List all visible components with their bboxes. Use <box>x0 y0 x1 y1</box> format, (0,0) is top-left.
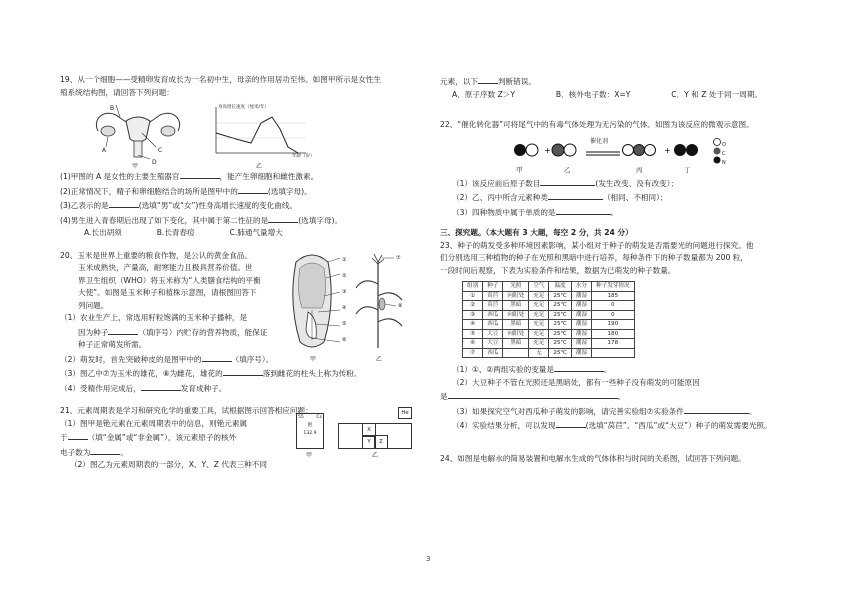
q23-sub1: （1）①、②两组实验的变量是 。 <box>440 362 812 377</box>
q23-sub4: （4）实验结果分析，可以发现 (选填“莴苣”、“西瓜”或“大豆”）种子的萌发需要光照。 <box>440 418 812 433</box>
table-cell: ⑥ <box>463 339 483 349</box>
table-cell: ③ <box>463 310 483 320</box>
table-cell <box>592 348 635 358</box>
table-cell: 充足 <box>529 339 549 349</box>
table-cell: 25℃ <box>549 310 571 320</box>
q19-sub1: (1)甲图的 A 是女性的主要生殖器官 ，能产生卵细胞和雌性激素。 <box>60 169 412 184</box>
q19-options <box>60 227 412 240</box>
table-cell: 黑暗 <box>503 320 529 330</box>
table-cell: 充足 <box>529 329 549 339</box>
fig-letter-a: A <box>102 147 107 154</box>
table-row <box>463 310 635 320</box>
question-19 <box>60 74 412 240</box>
legend-nitrogen: N <box>722 159 726 166</box>
question-20 <box>60 250 412 396</box>
fig-letter-d: D <box>152 159 157 166</box>
cell-y: Y <box>362 435 376 449</box>
table-cell: 25℃ <box>549 348 571 358</box>
q22-answer-2[interactable] <box>548 190 603 200</box>
q19-stem: 19、从一个细胞——受精卵发育成长为一名初中生，母亲的作用居功至伟。如图甲所示是女性生 <box>60 75 382 84</box>
q20-answer-4[interactable] <box>141 381 181 391</box>
fig-caption-yi: 乙 <box>256 163 263 170</box>
q20-sub2: （2）萌发时，首先突破种皮的是图甲中的 （填序号）。 <box>60 352 412 367</box>
table-cell: 180 <box>592 329 635 339</box>
table-cell: ① <box>463 291 483 301</box>
cell-z: Z <box>374 435 388 449</box>
table-header: 组别 <box>463 282 483 292</box>
q19-sub2: (2)正常情况下，精子和卵细胞结合的场所是图甲中的 (选填字母)。 <box>60 184 412 199</box>
table-cell: 充足 <box>529 301 549 311</box>
cell-symbol: Cs <box>316 415 322 420</box>
q22-sub1: （1）该反应前后原子数目 (发生改变、没有改变）； <box>440 176 812 191</box>
q21-caption-jia: 甲 <box>306 452 313 459</box>
table-header-row <box>463 282 635 292</box>
q21-sub1d: 电子数为 。 <box>60 445 412 460</box>
seed-label-5: ⑤ <box>342 320 347 327</box>
q23-line-1: 23、种子的萌发受多种环境因素影响，某小组对于种子的萌发是否需要光的问题进行探究。他 <box>440 240 754 250</box>
q21-sub2: （2）图乙为元素周期表的一部分，X、Y、Z 代表三种不同 <box>70 460 267 469</box>
q19-sub3: (3)乙表示的是 (选填“男”或“女”)性身高增长速度的变化曲线。 <box>60 198 412 213</box>
q19-option-a: A.长出胡须 <box>84 228 122 237</box>
q21-answer-3[interactable] <box>478 74 498 84</box>
q20-line-2: 玉米成熟快，产量高，耐寒能力且极具营养价值。世 <box>78 263 253 272</box>
cell-atomic-number: 55 <box>298 415 304 420</box>
table-cell: 0 <box>592 301 635 311</box>
table-cell: 潮湿 <box>571 301 591 311</box>
q20-answer-1[interactable] <box>108 325 138 335</box>
q19-option-b: B.长青春痘 <box>156 228 195 237</box>
table-row <box>463 320 635 330</box>
substance-ding: 丁 <box>684 165 691 174</box>
table-row <box>463 348 635 358</box>
q21-continuation: 元素，以下 判断错误。 <box>440 74 812 89</box>
table-cell: 大豆 <box>483 339 503 349</box>
table-row <box>463 329 635 339</box>
seed-label-3: ③ <box>342 288 347 295</box>
table-cell: 莴苣 <box>483 291 503 301</box>
q19-answer-2[interactable] <box>238 184 268 194</box>
q21-caption-yi: 乙 <box>372 452 379 459</box>
table-cell: 25℃ <box>549 301 571 311</box>
q23-answer-1[interactable] <box>554 362 604 372</box>
table-cell: 潮湿 <box>571 310 591 320</box>
q22-answer-3[interactable] <box>556 205 611 215</box>
table-cell: 黑暗 <box>503 339 529 349</box>
question-23 <box>440 240 812 433</box>
svg-text:+: + <box>664 145 671 155</box>
seed-label-1: ① <box>342 256 347 263</box>
table-cell: 充足 <box>529 310 549 320</box>
cell-x: X <box>362 423 376 437</box>
q20-sub1b: 因为种子 （填序号）内贮存的营养物质，能保证 <box>60 325 412 340</box>
corn-plant-diagram <box>354 254 404 350</box>
q22-answer-1[interactable] <box>540 176 595 186</box>
chart-x-label: 年龄（岁） <box>292 154 315 159</box>
table-header: 水分 <box>571 282 591 292</box>
table-cell: 充足 <box>529 320 549 330</box>
q21-options <box>440 89 812 102</box>
q21-sub1b: 于 （填“金属”或“非金属”），该元素原子的核外 <box>60 430 412 445</box>
seed-label-2: ② <box>342 272 347 279</box>
substance-jia: 甲 <box>516 165 523 174</box>
q21-answer-2[interactable] <box>90 445 120 455</box>
q20-line-4: 大使”。如图是玉米种子和植株示意图，请根图回答下 <box>78 288 257 297</box>
table-cell: 无 <box>529 348 549 358</box>
fig-letter-b: B <box>110 105 115 112</box>
table-body <box>463 291 635 358</box>
q24-line-1: 24、如图是电解水的简易装置和电解水生成的气体体积与时间的关系图，试回答下列问题。 <box>440 453 746 463</box>
q19-option-c: C.肺通气量增大 <box>229 228 283 237</box>
q20-answer-3[interactable] <box>223 366 263 376</box>
table-header: 空气 <box>529 282 549 292</box>
q21-sub1a: （1）图甲是铯元素在元素周期表中的信息，则铯元素属 <box>60 418 248 428</box>
table-cell: 潮湿 <box>571 339 591 349</box>
q23-answer-2[interactable] <box>448 389 618 399</box>
table-cell: 潮湿 <box>571 348 591 358</box>
table-cell: 向阳处 <box>503 329 529 339</box>
q20-line-3: 界卫生组织（WHO）将玉米称为“人类膳食结构的平衡 <box>78 275 261 285</box>
table-cell: 潮湿 <box>571 320 591 330</box>
q22-sub2: （2）乙、丙中所含元素种类 （相同、不相同）； <box>440 190 812 205</box>
fig-caption-jia: 甲 <box>132 163 139 170</box>
plant-label-8: ⑧ <box>398 302 403 309</box>
q20-sub1d: 种子正常萌发所需。 <box>78 340 147 349</box>
table-cell: 向阳处 <box>503 291 529 301</box>
q19-answer-4[interactable] <box>268 213 298 223</box>
table-cell: ④ <box>463 320 483 330</box>
table-cell: 西瓜 <box>483 348 503 358</box>
table-cell: 向阳处 <box>503 310 529 320</box>
table-header: 种子 <box>483 282 503 292</box>
cell-name: 铯 <box>307 423 313 428</box>
seed-label-6: ⑥ <box>342 336 347 343</box>
q23-sub2a: （2）大豆种子不管在光照还是黑暗处，都有一些种子没有萌发的可能原因 <box>452 377 700 387</box>
plant-label-7: ⑦ <box>396 254 401 261</box>
germination-table <box>462 281 635 358</box>
table-cell: 0 <box>592 310 635 320</box>
table-cell: ⑦ <box>463 348 483 358</box>
catalyst-label: 催化剂 <box>590 137 609 145</box>
substance-bing: 丙 <box>636 165 643 174</box>
q23-sub2b: 是 。 <box>440 389 812 404</box>
substance-yi: 乙 <box>564 165 571 174</box>
seed-label-4: ④ <box>342 304 347 311</box>
legend-oxygen: O <box>722 141 726 148</box>
table-cell: 25℃ <box>549 329 571 339</box>
question-22 <box>440 119 812 219</box>
q21-line-1: 21、元素周期表是学习和研究化学的重要工具，试根据图示回答相应问题： <box>60 406 313 415</box>
svg-text:+: + <box>544 145 551 155</box>
q21-option-a: A．原子序数 Z＞Y <box>452 89 516 99</box>
table-cell: 西瓜 <box>483 320 503 330</box>
reaction-diagram <box>512 138 732 166</box>
table-row <box>463 301 635 311</box>
q23-sub3: （3）如果探究空气对西瓜种子萌发的影响，请完善实验组⑦实验条件 。 <box>440 404 812 419</box>
table-header: 光照 <box>503 282 529 292</box>
table-row <box>463 291 635 301</box>
table-cell: 25℃ <box>549 320 571 330</box>
table-cell: 25℃ <box>549 291 571 301</box>
table-cell <box>503 348 529 358</box>
q20-sub3: （3）图乙中⑦为玉米的雄花，⑧为雌花，雄花的 落到雌花的柱头上称为传粉。 <box>60 366 412 381</box>
section-3-heading: 三、探究题。（本大题有 3 大题，每空 2 分，共 24 分） <box>440 228 633 237</box>
page-number: 3 <box>426 555 431 563</box>
cell-he: He <box>398 407 412 419</box>
table-cell: 莴苣 <box>483 301 503 311</box>
q23-answer-3[interactable] <box>684 404 749 414</box>
plant-caption: 乙 <box>376 355 383 363</box>
table-cell: 178 <box>592 339 635 349</box>
cell-mass: 132.9 <box>303 431 317 436</box>
table-cell: 大豆 <box>483 329 503 339</box>
right-column <box>440 74 812 465</box>
table-cell: 黑暗 <box>503 301 529 311</box>
q19-stem-2: 殖系统结构图，请回答下列问题： <box>60 87 174 97</box>
table-header: 温度 <box>549 282 571 292</box>
q20-sub1a: （1）农业生产上，常选用籽粒饱满的玉米种子播种，是 <box>60 313 248 322</box>
table-cell: ② <box>463 301 483 311</box>
question-21 <box>60 405 412 472</box>
fig-letter-c: C <box>158 147 163 154</box>
table-cell: ⑤ <box>463 329 483 339</box>
q23-line-3: 一段时间后观察，下表为实验条件和结果，数据为已萌发的种子数量。 <box>440 265 676 275</box>
table-row <box>463 339 635 349</box>
table-cell: 185 <box>592 291 635 301</box>
q23-line-2: 们分别选用三种植物的种子在光照和黑暗中进行培养，每种条件下的种子数量都为 200 粒， <box>440 253 748 262</box>
table-cell: 190 <box>592 320 635 330</box>
table-cell: 25℃ <box>549 339 571 349</box>
corn-seed-diagram <box>288 252 340 352</box>
q19-answer-1[interactable] <box>180 169 220 179</box>
table-cell: 潮湿 <box>571 291 591 301</box>
q21-answer-1[interactable] <box>68 430 88 440</box>
q19-sub4: (4)男生进入青春期后出现了如下变化，其中属于第二性征的是 (选填字母)。 <box>60 213 412 228</box>
table-header: 种子发芽情况 <box>592 282 635 292</box>
q22-line-1: 22、“催化转化器”可将尾气中的有毒气体处理为无污染的气体。如图为该反应的微观示意图。 <box>440 120 754 129</box>
table-cell: 潮湿 <box>571 329 591 339</box>
legend-carbon: C <box>722 150 726 157</box>
q22-reaction-figure <box>440 132 812 176</box>
q21-option-c: C．Y 和 Z 处于同一周期。 <box>671 89 763 99</box>
cesium-element-cell <box>296 413 324 449</box>
q21-option-b: B．核外电子数：X=Y <box>555 89 631 99</box>
q20-answer-2[interactable] <box>202 352 232 362</box>
seed-caption: 甲 <box>310 355 317 363</box>
q23-answer-4[interactable] <box>556 418 586 428</box>
q20-line-5: 列问题。 <box>78 300 109 310</box>
q20-sub4: （4）受精作用完成后， 发育成种子。 <box>60 381 412 396</box>
q19-figure <box>60 99 412 169</box>
table-cell: 西瓜 <box>483 310 503 320</box>
left-column <box>60 74 412 472</box>
q20-line-1: 20、玉米是世界上重要的粮食作物，是公认的黄金食品。 <box>60 250 252 260</box>
table-cell: 充足 <box>529 291 549 301</box>
q22-sub3: （3）四种物质中属于单质的是 。 <box>440 205 812 220</box>
seed-number-labels <box>342 252 347 348</box>
chart-title: 身高增长速度（厘米/年） <box>218 105 270 110</box>
q19-answer-3[interactable] <box>109 198 139 208</box>
